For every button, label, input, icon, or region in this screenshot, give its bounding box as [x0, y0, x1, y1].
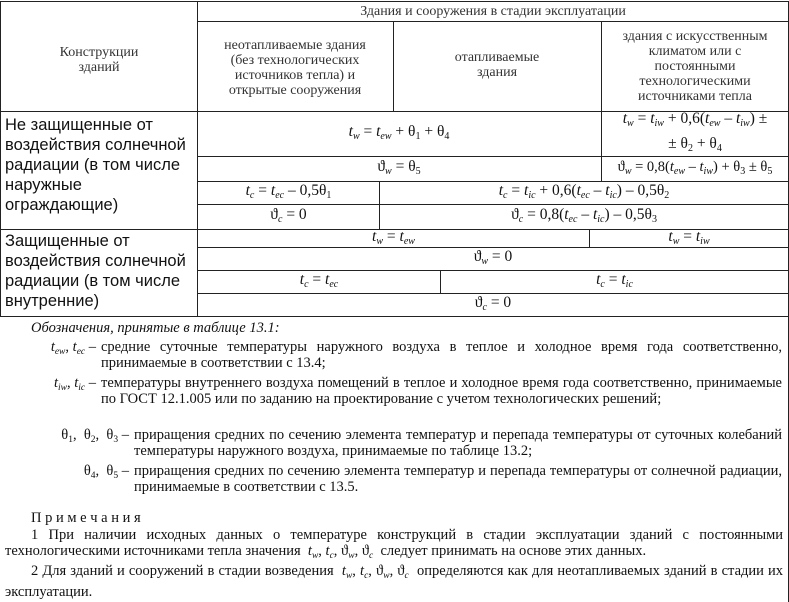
formula-tc-protected-heated: $t_c = t_{ic}$ [596, 271, 633, 290]
formula-tw-protected: $t_w = t_{ew}$ [372, 227, 415, 247]
note-desc-3: приращения средних по сечению элемента температур и перепада температуры от суточных колебаний температуры наружного воздуха, принимаемые по таблице 13.2; [134, 427, 782, 459]
header-constructions-text: Конструкции зданий [59, 45, 139, 75]
header-heated: отапливаемые здания [454, 50, 540, 80]
formula-tc-protected: $t_c = t_{ec}$ [299, 271, 339, 290]
header-constructions [4, 30, 194, 90]
formula-tc-heated: $t_c = t_{ic} + 0,6(t_{ec} - t_{ic}) - 0,5\theta_2$ [498, 182, 670, 201]
formula-tc-unheated: $t_c = t_{ec} - 0,5\theta_1$ [245, 182, 332, 201]
row-label-unprotected: Не защищенные от воздействия солнечной радиации (в том числе наружные ограждающие) [5, 116, 186, 214]
remark-2: 2 Для зданий и сооружений в стадии возведения $t_w$, $t_c$, $ϑ_w$, $ϑ_c$ определяются как для неотапливаемых зданий в стадии их эксплуатации. [5, 563, 784, 600]
header-unheated: неотапливаемые здания (без технологических источников тепла) и открытые сооружения [224, 38, 366, 98]
formula-vc-protected: $ϑ_c = 0$ [474, 294, 512, 313]
note-symbol-2: $t_{iw}$, $t_{ic}$ – [53, 375, 96, 393]
formula-vc-heated: $ϑ_c = 0,8(t_{ec} - t_{ic}) - 0,5\theta_3$ [511, 206, 657, 225]
header-operation-stage: Здания и сооружения в стадии эксплуатации [360, 4, 626, 19]
remark-2-symbols: $t_w$, $t_c$, $ϑ_w$, $ϑ_c$ [341, 563, 409, 581]
note-symbol-1: $t_{ew}$, $t_{ec}$ – [50, 339, 96, 357]
formula-vw-unheated-heated: $ϑ_w = \theta_5$ [377, 158, 421, 177]
formula-vw-artificial: $ϑ_w = 0,8(t_{ew} - t_{iw}) + \theta_3 \pm \theta_5$ [617, 158, 773, 177]
formula-vw-protected: $ϑ_w = 0$ [473, 248, 513, 267]
remarks-title: П р и м е ч а н и я [31, 510, 141, 526]
note-symbol-3: $\theta_1$, $\theta_2$, $\theta_3$ – [61, 427, 129, 445]
formula-tw-protected-artificial: $t_w = t_{iw}$ [668, 227, 710, 247]
remark-1: 1 При наличии исходных данных о температуре конструкций в стадии эксплуатации зданий с постоянными технологическими источниками тепла значения $t_w$, $t_c$, $ϑ_w$, $ϑ_c$ следует принимать на основе этих данных. [5, 527, 783, 561]
row-label-protected: Защищенные от воздействия солнечной радиации (в том числе внутренние) [5, 232, 186, 310]
notes-title: Обозначения, принятые в таблице 13.1: [31, 320, 280, 336]
formula-tw-unheated-heated: $t_w = t_{ew} + \theta_1 + \theta_4$ [348, 123, 450, 142]
note-desc-1: средние суточные температуры наружного воздуха в теплое и холодное время года соответственно, принимаемые в соответствии с 13.4; [101, 339, 782, 371]
formula-vc-unheated: $ϑ_c = 0$ [270, 206, 307, 225]
remark-1-symbols: $t_w$, $t_c$, $ϑ_w$, $ϑ_c$ [307, 543, 374, 561]
note-desc-2: температуры внутреннего воздуха помещений в теплое и холодное время года соответственно, принимаемые по ГОСТ 12.1.005 или по заданию на проектирование с учетом технологических решений; [101, 375, 782, 407]
formula-tw-artificial: $t_w = t_{iw} + 0,6(t_{ew} - t_{iw})$ ± ± $\theta_2 + \theta_4$ [622, 110, 768, 154]
note-desc-4: приращения средних по сечению элемента температур и перепада температуры от солнечной радиации, принимаемые в соответствии с 13.5. [134, 463, 782, 495]
note-symbol-4: $\theta_4$, $\theta_5$ – [83, 463, 129, 481]
header-artificial-climate: здания с искусственным климатом или с постоянными технологическими источниками тепла [622, 29, 768, 104]
